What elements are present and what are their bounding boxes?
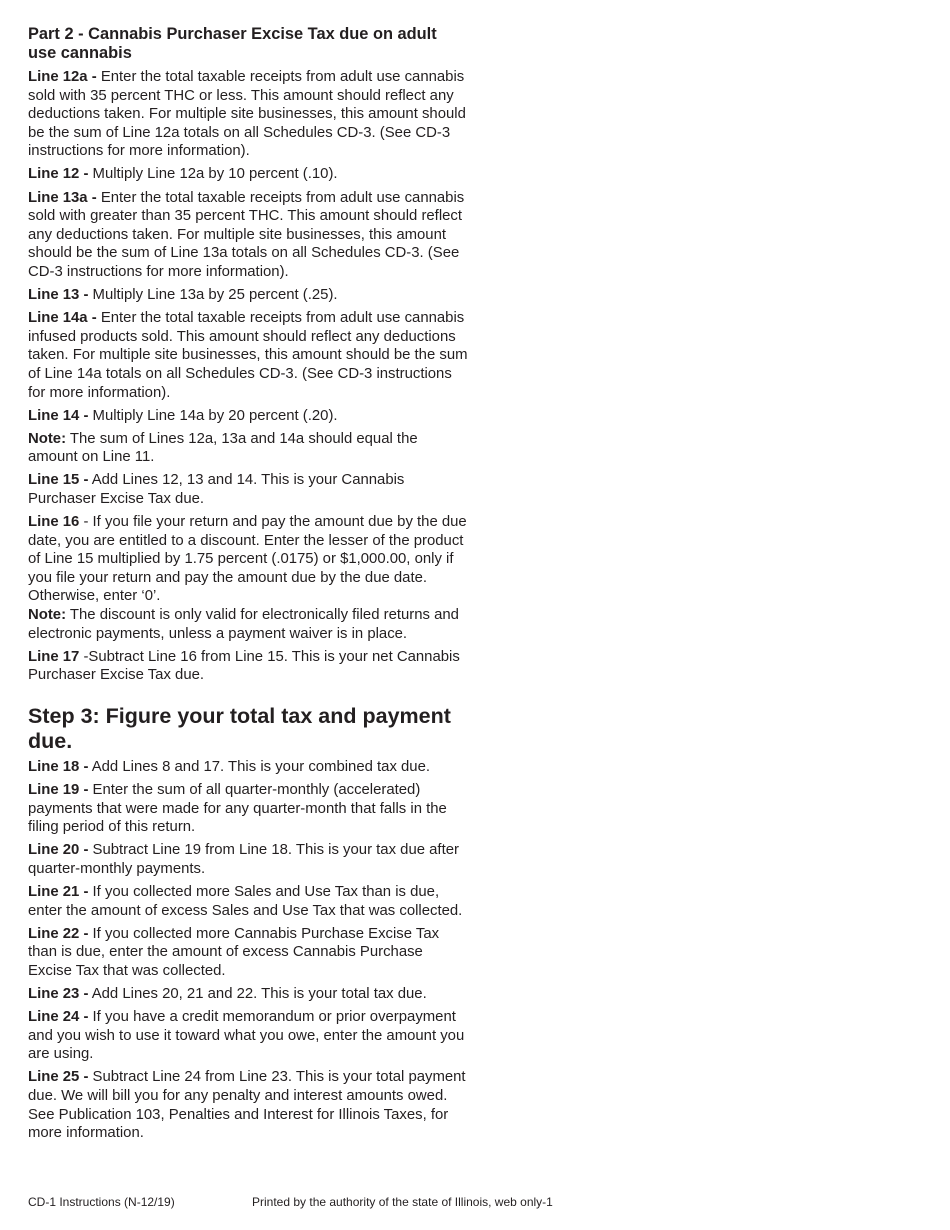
line-20-paragraph	[28, 841, 468, 878]
line-label: Line 17	[28, 648, 80, 665]
line-label: Line 19 -	[28, 782, 89, 798]
line-label: Line 14a -	[28, 310, 97, 327]
line-text: Enter the total taxable receipts from adult use cannabis sold with 35 percent THC or less. This amount should reflect any deductions taken. For multiple site businesses, this amount should be the sum of Line 12a totals on all Schedules CD-3. (See CD-3 instructions for more information).	[28, 69, 466, 160]
line-15-paragraph	[28, 471, 468, 508]
line-text: Multiply Line 12a by 10 percent (.10).	[88, 166, 338, 183]
line-text: -Subtract Line 16 from Line 15. This is your net Cannabis Purchaser Excise Tax due.	[28, 648, 460, 684]
line-text: If you collected more Cannabis Purchase Excise Tax than is due, enter the amount of excess Cannabis Purchase Excise Tax that was collected.	[28, 925, 440, 979]
line-label: Line 13 -	[28, 287, 89, 304]
line-text: Add Lines 20, 21 and 22. This is your total tax due.	[88, 985, 427, 1002]
line-text: Multiply Line 14a by 20 percent (.20).	[88, 407, 338, 424]
note-discount-paragraph	[28, 606, 468, 643]
line-label: Line 12a -	[28, 69, 97, 85]
line-text: Multiply Line 13a by 25 percent (.25).	[88, 287, 338, 304]
line-14-paragraph	[28, 407, 468, 426]
line-text: Enter the total taxable receipts from adult use cannabis sold with greater than 35 percent THC. This amount should reflect any deductions taken. For multiple site businesses, this amount should be the sum of Line 13a totals on all Schedules CD-3. (See CD-3 instructions for more information).	[28, 189, 465, 280]
note-text: The sum of Lines 12a, 13a and 14a should equal the amount on Line 11.	[28, 430, 418, 466]
footer-form-id: CD-1 Instructions (N-12/19)	[28, 1195, 175, 1209]
line-label: Line 21 -	[28, 883, 89, 900]
line-text: Subtract Line 24 from Line 23. This is your total payment due. We will bill you for any penalty and interest amounts owed. See Publication 103, Penalties and Interest for Illinois Taxes, for more information.	[28, 1069, 466, 1142]
line-label: Line 14 -	[28, 407, 89, 424]
note-label: Note:	[28, 607, 67, 624]
line-18-paragraph	[28, 758, 468, 777]
line-text: If you have a credit memorandum or prior overpayment and you wish to use it toward what you owe, enter the amount you are using.	[28, 1009, 465, 1063]
page-footer	[28, 1195, 553, 1209]
line-19-paragraph	[28, 781, 468, 837]
line-label: Line 25 -	[28, 1069, 89, 1086]
line-23-paragraph	[28, 985, 468, 1004]
line-label: Line 12 -	[28, 166, 89, 183]
line-text: If you collected more Sales and Use Tax than is due, enter the amount of excess Sales and Use Tax that was collected.	[28, 883, 463, 919]
line-13a-paragraph	[28, 189, 468, 282]
line-12a-paragraph	[28, 68, 468, 161]
line-21-paragraph	[28, 883, 468, 920]
line-25-paragraph	[28, 1068, 468, 1142]
line-label: Line 24 -	[28, 1009, 89, 1026]
line-text: Add Lines 8 and 17. This is your combined tax due.	[88, 758, 431, 775]
line-12-paragraph	[28, 165, 468, 184]
line-label: Line 18 -	[28, 758, 89, 775]
note-sum-paragraph	[28, 430, 468, 467]
line-22-paragraph	[28, 925, 468, 981]
line-label: Line 23 -	[28, 985, 89, 1002]
line-label: Line 16	[28, 514, 80, 531]
line-14a-paragraph	[28, 309, 468, 402]
line-label: Line 20 -	[28, 842, 89, 859]
instructions-column	[28, 25, 468, 1147]
line-label: Line 13a -	[28, 189, 97, 206]
line-label: Line 15 -	[28, 472, 89, 489]
line-text: Add Lines 12, 13 and 14. This is your Cannabis Purchaser Excise Tax due.	[28, 472, 405, 507]
line-text: Enter the total taxable receipts from adult use cannabis infused products sold. This amount should reflect any deductions taken. For multiple site businesses, this amount should be the sum of Line 14a totals on all Schedules CD-3. (See CD-3 instructions for more information).	[28, 310, 468, 401]
line-label: Line 22 -	[28, 925, 89, 942]
step-3-heading: Step 3: Figure your total tax and payment due.	[28, 703, 451, 754]
line-text: Enter the sum of all quarter-monthly (accelerated) payments that were made for any quarter-month that falls in the filing period of this return.	[28, 782, 447, 836]
line-text: Subtract Line 19 from Line 18. This is your tax due after quarter-monthly payments.	[28, 842, 459, 877]
note-text: The discount is only valid for electronically filed returns and electronic payments, unless a payment waiver is in place.	[28, 607, 459, 642]
line-13-paragraph	[28, 286, 468, 305]
line-24-paragraph	[28, 1008, 468, 1064]
line-text: - If you file your return and pay the amount due by the due date, you are entitled to a discount. Enter the lesser of the product of Line 15 multiplied by 1.75 percent (.0175) or $1,000.00, only if you file your return and pay the amount due by the due date. Otherwise, enter ‘0’.	[28, 514, 467, 605]
note-label: Note:	[28, 430, 67, 447]
part-2-heading: Part 2 - Cannabis Purchaser Excise Tax due on adult use cannabis	[28, 25, 437, 62]
line-16-paragraph	[28, 513, 468, 606]
footer-printed-by: Printed by the authority of the state of Illinois, web only-1	[252, 1195, 553, 1209]
line-17-paragraph	[28, 648, 468, 685]
